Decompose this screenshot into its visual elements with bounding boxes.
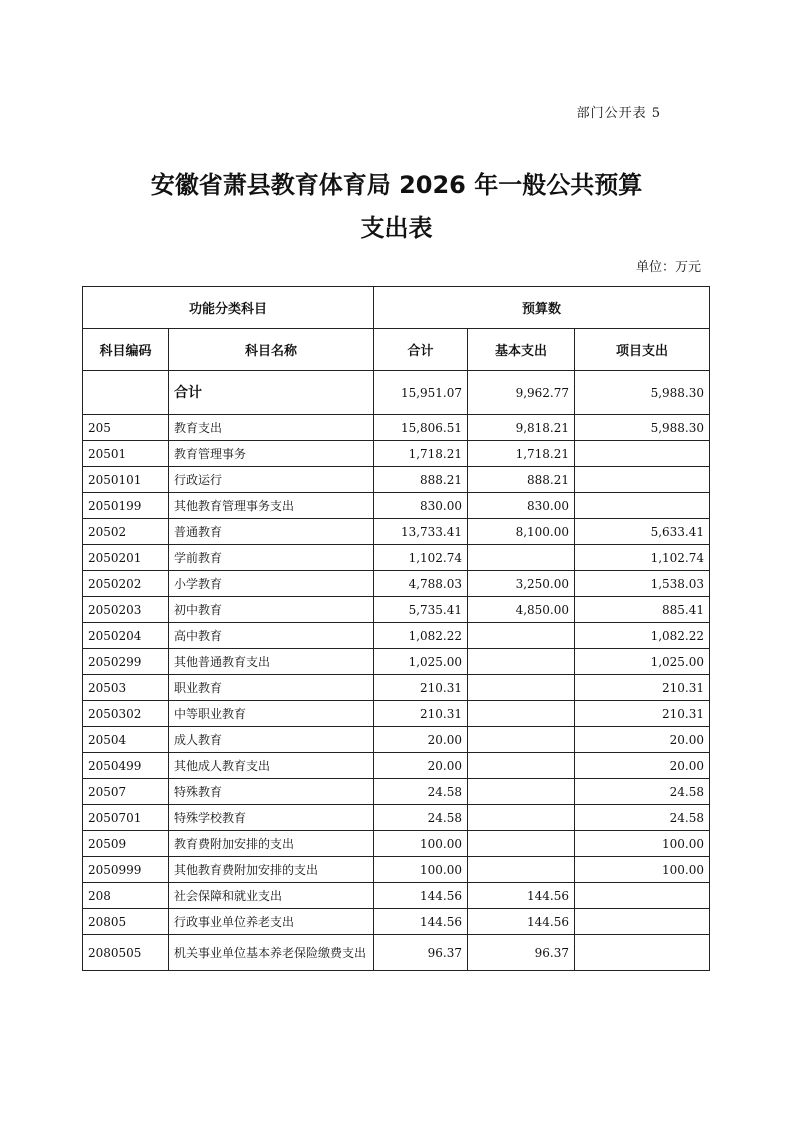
table-row <box>83 779 710 805</box>
table-row <box>83 935 710 971</box>
project-cell: 210.31 <box>575 675 710 701</box>
code-cell: 2050204 <box>83 623 169 649</box>
table-row <box>83 675 710 701</box>
budget-table <box>82 286 710 971</box>
table-row <box>83 545 710 571</box>
code-cell: 20509 <box>83 831 169 857</box>
page-title: 安徽省萧县教育体育局 2026 年一般公共预算 <box>150 171 643 199</box>
table-row <box>83 831 710 857</box>
functional-group-header: 功能分类科目 <box>83 287 374 329</box>
name-cell: 其他成人教育支出 <box>169 753 374 779</box>
total-name-cell: 合计 <box>169 371 374 415</box>
total-cell: 144.56 <box>374 909 468 935</box>
code-cell: 20507 <box>83 779 169 805</box>
basic-cell <box>468 623 575 649</box>
total-cell: 20.00 <box>374 753 468 779</box>
basic-cell: 830.00 <box>468 493 575 519</box>
basic-cell <box>468 727 575 753</box>
project-cell: 24.58 <box>575 779 710 805</box>
name-cell: 行政事业单位养老支出 <box>169 909 374 935</box>
total-cell: 100.00 <box>374 857 468 883</box>
code-column-header: 科目编码 <box>83 329 169 371</box>
basic-cell <box>468 831 575 857</box>
project-cell: 885.41 <box>575 597 710 623</box>
code-cell: 20503 <box>83 675 169 701</box>
total-cell: 1,082.22 <box>374 623 468 649</box>
table-row <box>83 727 710 753</box>
project-cell: 5,988.30 <box>575 415 710 441</box>
table-row <box>83 883 710 909</box>
total-sum-cell: 15,951.07 <box>374 371 468 415</box>
total-column-header: 合计 <box>374 329 468 371</box>
project-cell: 20.00 <box>575 727 710 753</box>
total-cell: 830.00 <box>374 493 468 519</box>
total-cell: 210.31 <box>374 701 468 727</box>
name-cell: 初中教育 <box>169 597 374 623</box>
name-cell: 其他普通教育支出 <box>169 649 374 675</box>
table-row <box>83 909 710 935</box>
project-cell: 1,102.74 <box>575 545 710 571</box>
basic-cell: 888.21 <box>468 467 575 493</box>
total-cell: 210.31 <box>374 675 468 701</box>
basic-cell <box>468 753 575 779</box>
code-cell: 205 <box>83 415 169 441</box>
total-code-cell <box>83 371 169 415</box>
name-cell: 职业教育 <box>169 675 374 701</box>
table-row <box>83 701 710 727</box>
table-row <box>83 493 710 519</box>
table-row <box>83 597 710 623</box>
name-cell: 中等职业教育 <box>169 701 374 727</box>
code-cell: 2050101 <box>83 467 169 493</box>
total-cell: 5,735.41 <box>374 597 468 623</box>
name-cell: 教育费附加安排的支出 <box>169 831 374 857</box>
basic-cell <box>468 649 575 675</box>
name-cell: 社会保障和就业支出 <box>169 883 374 909</box>
code-cell: 20501 <box>83 441 169 467</box>
project-cell: 5,633.41 <box>575 519 710 545</box>
code-cell: 20504 <box>83 727 169 753</box>
total-cell: 20.00 <box>374 727 468 753</box>
project-cell: 1,025.00 <box>575 649 710 675</box>
name-cell: 特殊学校教育 <box>169 805 374 831</box>
table-row <box>83 519 710 545</box>
total-project-cell: 5,988.30 <box>575 371 710 415</box>
basic-cell <box>468 675 575 701</box>
total-cell: 96.37 <box>374 935 468 971</box>
code-cell: 2050499 <box>83 753 169 779</box>
basic-cell: 8,100.00 <box>468 519 575 545</box>
project-cell: 1,082.22 <box>575 623 710 649</box>
project-cell: 24.58 <box>575 805 710 831</box>
total-cell: 4,788.03 <box>374 571 468 597</box>
page-subtitle: 支出表 <box>360 214 433 242</box>
total-row <box>83 371 710 415</box>
total-cell: 100.00 <box>374 831 468 857</box>
basic-cell: 144.56 <box>468 909 575 935</box>
name-cell: 成人教育 <box>169 727 374 753</box>
project-cell <box>575 883 710 909</box>
project-cell <box>575 467 710 493</box>
table-row <box>83 441 710 467</box>
project-cell: 20.00 <box>575 753 710 779</box>
table-number-label: 部门公开表 5 <box>576 106 661 121</box>
basic-cell: 3,250.00 <box>468 571 575 597</box>
code-cell: 2080505 <box>83 935 169 971</box>
table-row <box>83 623 710 649</box>
table-row <box>83 467 710 493</box>
basic-cell: 144.56 <box>468 883 575 909</box>
basic-cell <box>468 701 575 727</box>
total-cell: 24.58 <box>374 805 468 831</box>
code-cell: 2050202 <box>83 571 169 597</box>
project-cell: 100.00 <box>575 831 710 857</box>
project-cell <box>575 493 710 519</box>
table-row <box>83 649 710 675</box>
basic-column-header: 基本支出 <box>468 329 575 371</box>
code-cell: 2050203 <box>83 597 169 623</box>
code-cell: 20805 <box>83 909 169 935</box>
column-header-row <box>83 329 710 371</box>
basic-cell: 9,818.21 <box>468 415 575 441</box>
budget-group-header: 预算数 <box>374 287 710 329</box>
basic-cell <box>468 779 575 805</box>
project-cell <box>575 909 710 935</box>
name-cell: 小学教育 <box>169 571 374 597</box>
project-cell <box>575 441 710 467</box>
name-cell: 高中教育 <box>169 623 374 649</box>
project-cell: 210.31 <box>575 701 710 727</box>
basic-cell <box>468 805 575 831</box>
code-cell: 20502 <box>83 519 169 545</box>
basic-cell: 96.37 <box>468 935 575 971</box>
table-row <box>83 753 710 779</box>
name-cell: 机关事业单位基本养老保险缴费支出 <box>169 935 374 971</box>
group-header-row <box>83 287 710 329</box>
project-cell: 100.00 <box>575 857 710 883</box>
total-basic-cell: 9,962.77 <box>468 371 575 415</box>
name-cell: 其他教育费附加安排的支出 <box>169 857 374 883</box>
basic-cell: 1,718.21 <box>468 441 575 467</box>
project-cell: 1,538.03 <box>575 571 710 597</box>
total-cell: 13,733.41 <box>374 519 468 545</box>
name-cell: 普通教育 <box>169 519 374 545</box>
code-cell: 2050701 <box>83 805 169 831</box>
name-cell: 行政运行 <box>169 467 374 493</box>
unit-label: 单位：万元 <box>635 260 701 275</box>
total-cell: 1,718.21 <box>374 441 468 467</box>
basic-cell <box>468 857 575 883</box>
total-cell: 1,025.00 <box>374 649 468 675</box>
basic-cell <box>468 545 575 571</box>
total-cell: 144.56 <box>374 883 468 909</box>
code-cell: 2050999 <box>83 857 169 883</box>
code-cell: 2050302 <box>83 701 169 727</box>
basic-cell: 4,850.00 <box>468 597 575 623</box>
code-cell: 2050199 <box>83 493 169 519</box>
table-row <box>83 805 710 831</box>
name-cell: 其他教育管理事务支出 <box>169 493 374 519</box>
total-cell: 15,806.51 <box>374 415 468 441</box>
name-cell: 特殊教育 <box>169 779 374 805</box>
name-cell: 教育管理事务 <box>169 441 374 467</box>
total-cell: 24.58 <box>374 779 468 805</box>
project-cell <box>575 935 710 971</box>
table-row <box>83 571 710 597</box>
table-row <box>83 857 710 883</box>
code-cell: 2050201 <box>83 545 169 571</box>
code-cell: 2050299 <box>83 649 169 675</box>
name-cell: 教育支出 <box>169 415 374 441</box>
table-row <box>83 415 710 441</box>
project-column-header: 项目支出 <box>575 329 710 371</box>
total-cell: 1,102.74 <box>374 545 468 571</box>
name-cell: 学前教育 <box>169 545 374 571</box>
total-cell: 888.21 <box>374 467 468 493</box>
name-column-header: 科目名称 <box>169 329 374 371</box>
code-cell: 208 <box>83 883 169 909</box>
